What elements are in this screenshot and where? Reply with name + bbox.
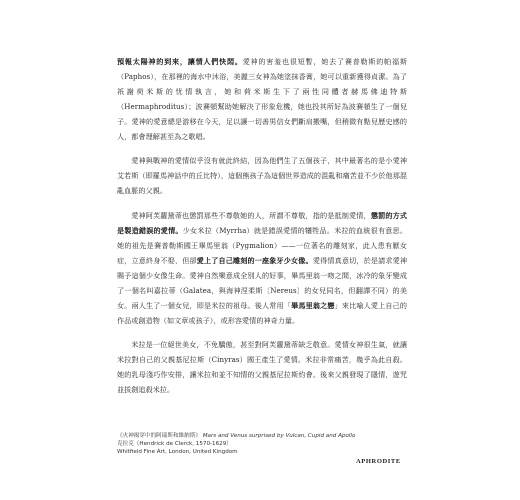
caption-title-line bbox=[117, 432, 417, 440]
paragraph-3 bbox=[117, 209, 407, 328]
paragraph-text: 愛神阿芙蘿黛蒂也懲罰那些不尊敬她的人，所謂不尊敬，指的是抵制愛情， bbox=[131, 211, 371, 221]
paragraph-2 bbox=[117, 154, 407, 199]
running-footer: APHRODITE bbox=[356, 458, 401, 465]
paragraph-text: 」來比喻人愛上自己的作品或創造物（如文章或孩子），或形容愛情的神奇力量。 bbox=[117, 300, 407, 325]
body-text bbox=[117, 55, 407, 408]
caption-artist: 克拉克（Hendrick de Clerck, 1570-1629） bbox=[117, 441, 232, 447]
paragraph-text: 少女米拉（Myrrha）就是錯誤愛情的犧牲品。米拉的血統很有意思。她的祖先是賽普勒斯國王畢馬里翁（Pygmalion）——一位著名的雕刻家，此人患有厭女症，立意終身不娶，但卻 bbox=[117, 226, 408, 265]
figure-caption bbox=[117, 432, 417, 456]
paragraph-text: 愛神的害羞也很短暫，她去了賽普勒斯的帕福斯（Paphos），在那裡的海水中沐浴，美麗三女神為她塗抹香膏，她可以重新獲得貞潔。為了祇謝荷米斯的忧情執言，她和荷米斯生下了兩性同體者赫馬佛迪特斯（Hermaphroditus）；波賽頓幫助她解決了形象危機，她也投其所好為波賽頓生了一個兒子。愛神的愛意總是游移在今天，足以讓一切善男信女們斷肩搬嘴，但稍微有點兒歷史感的人，都會理解甚至為之歌唱。 bbox=[117, 57, 407, 141]
paragraph-text: 愛神與戰神的愛情似乎沒有就此終結，因為他們生了五個孩子，其中最著名的是小愛神艾若斯（即羅馬神話中的丘比特），這個熊孩子為這個世界造成的混亂和痛苦並不少於他那混亂血脈的父親。 bbox=[117, 156, 407, 196]
bold-phrase: 畢馬里翁之戀 bbox=[291, 300, 335, 310]
paragraph-text: 米拉是一位絕世美女，不免驕傲，甚至對阿芙蘿黛蒂缺乏敬意。愛情女神很生氣，就讓米拉對自己的父親基尼拉斯（Cinyras）國王產生了愛情。米拉非常痛苦，幾乎為此自殺。她的乳母淺巧作安排，讓米拉和並不知情的父親基尼拉斯約會。後來父親發現了隱情，遊咒並拔劍追殺米拉。 bbox=[117, 340, 407, 395]
paragraph-1 bbox=[117, 55, 407, 144]
bold-phrase: 預報太陽神的到來，讓情人們快悶。 bbox=[117, 57, 243, 66]
bold-phrase: 愛上了自己雕刻的一座象牙少女像。 bbox=[196, 255, 313, 265]
caption-collection: Whitfield Fine Art, London, United Kingdom bbox=[117, 449, 238, 455]
caption-title-zh: 《火神揭穿中的阿瑞斯和維納斯》 bbox=[117, 433, 201, 439]
bold-phrase: 懲罰的方式是製造錯誤的愛情。 bbox=[117, 211, 408, 236]
paragraph-text: 愛得情真意切，於是請求愛神賜予這個少女像生命。愛神自然樂意成全別人的好事，畢馬里翁一吻之間，冰冷的象牙變成了一個名叫嘉拉蒂（Galatea，與海神涅柔斯〔Nereus〕的女兒同名，但翻譯不同）的美女。兩人生了一個女兒，即是米拉的祖母。後人常用「 bbox=[117, 255, 407, 310]
paragraph-4 bbox=[117, 338, 407, 398]
caption-title-en: Mars and Venus surprised by Vulcan, Cupid and Apollo bbox=[202, 433, 356, 439]
